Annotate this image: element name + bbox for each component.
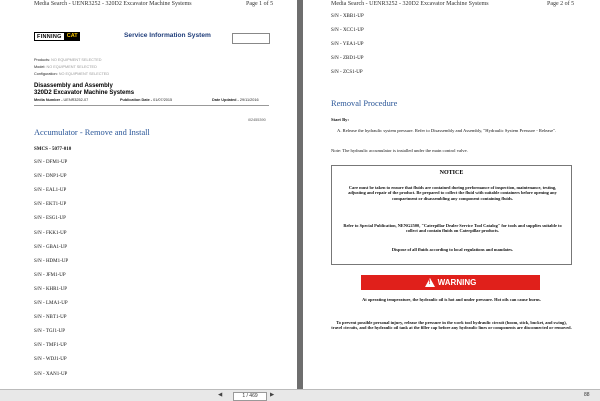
warning-paragraph-2: To prevent possible personal injury, release the pressure in the work tool hydraulic circuit (boom, stick, bucket, and swing), travel circuits, and the hydraulic oil tank at the filler cap before any hydraulic lines or components are disconnected or removed.	[331, 320, 572, 331]
serial-number-item: S/N - XCC1-UP	[331, 28, 364, 33]
warning-label: WARNING	[437, 278, 477, 287]
serial-number-item: S/N - WDJ1-UP	[34, 357, 67, 363]
notice-title: NOTICE	[439, 170, 464, 176]
page-header-right: Page 1 of 5	[246, 1, 274, 7]
viewer-toolbar	[0, 389, 600, 401]
warning-banner	[361, 275, 540, 290]
date-updated-value: 29/11/2016	[239, 98, 259, 102]
header-divider	[34, 105, 269, 106]
configuration-line	[34, 72, 109, 76]
notice-paragraph-3: Dispose of all fluids according to local regulations and mandates.	[391, 247, 514, 252]
media-number	[34, 98, 88, 102]
date-updated-label: Date Updated -	[212, 98, 239, 102]
next-page-icon[interactable]: ▶	[270, 392, 275, 398]
page-header-left: Media Search - UENR3252 - 320D2 Excavator Machine Systems	[331, 1, 489, 7]
doc-title-2: 320D2 Excavator Machine Systems	[34, 90, 135, 96]
date-updated	[212, 98, 259, 102]
products-value: NO EQUIPMENT SELECTED	[51, 58, 102, 62]
finning-logo-text: FINNING	[34, 32, 65, 41]
page-header-right: Page 2 of 5	[547, 1, 575, 7]
step-a	[337, 128, 572, 134]
media-number-label: Media Number -	[34, 98, 63, 102]
note: Note: The hydraulic accumulator is installed under the main control valve.	[331, 148, 468, 153]
notice-box	[331, 165, 572, 265]
publication-date-label: Publication Date -	[120, 98, 153, 102]
step-a-letter: A.	[337, 128, 342, 133]
model-label: Model:	[34, 65, 46, 69]
serial-number-item: S/N - YEA1-UP	[331, 42, 364, 47]
model-line	[34, 65, 97, 69]
serial-number-item: S/N - XBB1-UP	[331, 14, 364, 19]
serial-number-item: S/N - GBA1-UP	[34, 244, 68, 250]
serial-number-item: S/N - TGJ1-UP	[34, 329, 66, 335]
sis-search-box	[232, 33, 270, 44]
notice-paragraph-1: Care must be taken to ensure that fluids are contained during performance of inspection, maintenance, testing, adjusting and repair of the product. Be prepared to collect the fluid with suitable containers before opening any compartment or disassembling any component containing fluids.	[348, 185, 557, 201]
products-label: Products:	[34, 58, 51, 62]
document-page-1	[0, 0, 297, 389]
media-number-value: UENR3252-07	[63, 98, 89, 102]
serial-number-item: S/N - ESG1-UP	[34, 216, 66, 222]
configuration-label: Configuration:	[34, 72, 58, 76]
smcs-code: SMCS - 5077-010	[34, 147, 72, 152]
configuration-value: NO EQUIPMENT SELECTED	[58, 72, 110, 76]
publication-date-value: 01/07/2015	[153, 98, 173, 102]
finning-cat-logo	[34, 32, 80, 41]
serial-number-item: S/N - DFM1-UP	[34, 160, 68, 165]
products-line	[34, 58, 101, 62]
sis-title: Service Information System	[124, 32, 211, 39]
serial-number-item: S/N - KHR1-UP	[34, 286, 68, 292]
model-value: NO EQUIPMENT SELECTED	[46, 65, 97, 69]
serial-number-item: S/N - DNP1-UP	[34, 174, 67, 180]
reference-code: i02455390	[248, 118, 266, 122]
previous-page-icon[interactable]: ◀	[218, 392, 223, 398]
zoom-level[interactable]: 88	[584, 392, 590, 398]
page-indicator[interactable]: 1 / 469	[233, 392, 267, 401]
serial-number-item: S/N - XAN1-UP	[34, 371, 68, 377]
serial-number-item: S/N - EAL1-UP	[34, 188, 67, 194]
notice-paragraph-2: Refer to Special Publication, NENG2500, "Caterpillar Dealer Service Tool Catalog" for tools and supplies suitable to collect and contain fluids on Caterpillar products.	[343, 223, 562, 234]
removal-heading: Removal Procedure	[331, 99, 398, 108]
warning-triangle-icon: !	[425, 278, 435, 287]
serial-number-item: S/N - ZBD1-UP	[331, 56, 364, 61]
start-by: Start By:	[331, 117, 349, 122]
serial-number-item: S/N - ZCS1-UP	[331, 70, 363, 75]
page-heading: Accumulator - Remove and Install	[34, 128, 150, 137]
serial-number-item: S/N - TMF1-UP	[34, 343, 67, 349]
publication-date	[120, 98, 172, 102]
serial-number-item: S/N - NBT1-UP	[34, 315, 67, 321]
warning-paragraph-1: At operating temperature, the hydraulic oil is hot and under pressure. Hot oils can cause burns.	[362, 297, 541, 302]
serial-number-item: S/N - FKK1-UP	[34, 230, 67, 236]
serial-number-item: S/N - JFM1-UP	[34, 272, 66, 278]
page-header-left: Media Search - UENR3252 - 320D2 Excavator Machine Systems	[34, 1, 192, 7]
serial-number-item: S/N - EKT1-UP	[34, 202, 67, 208]
serial-number-item: S/N - LMA1-UP	[34, 301, 68, 306]
cat-logo-text: CAT	[66, 33, 78, 39]
serial-number-item: S/N - HDM1-UP	[34, 258, 69, 264]
doc-title-1: Disassembly and Assembly	[34, 83, 113, 89]
step-a-text: Release the hydraulic system pressure. Refer to Disassembly and Assembly, "Hydraulic System Pressure - Release".	[342, 128, 557, 133]
